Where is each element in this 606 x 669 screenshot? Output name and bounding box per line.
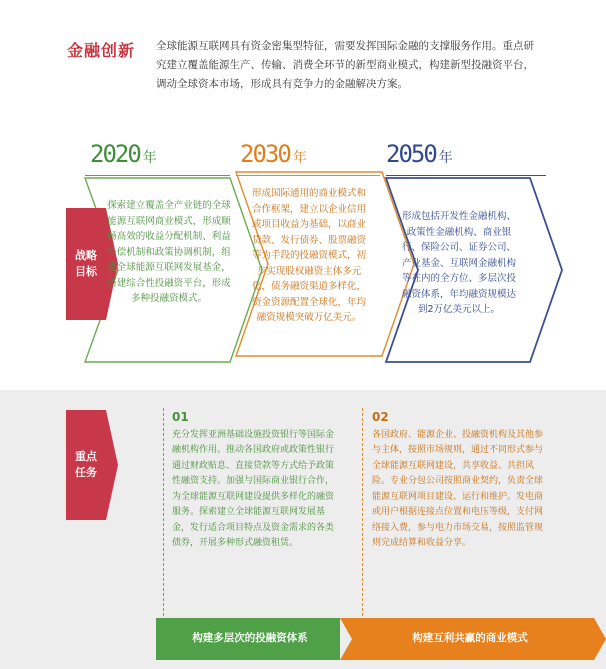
task-02 <box>372 410 544 552</box>
task-01 <box>172 410 342 552</box>
task-divider-01 <box>163 408 164 616</box>
goal-text-2020: 探索建立覆盖全产业链的全球能源互联网商业模式，形成顺畅高效的收益分配机制、利益补偿机制和政策协调机制，组建全球能源互联网发展基金，搭建综合性投融资平台，形成多种投融资模式。 <box>107 200 231 304</box>
year-number: 2050 <box>386 140 436 168</box>
task-label-text: 重点任务 <box>75 450 97 479</box>
year-unit: 年 <box>142 150 157 166</box>
task-divider-02 <box>362 408 363 616</box>
page-title: 金融创新 <box>67 41 136 60</box>
task-number: 02 <box>372 410 389 424</box>
task-label-arrow <box>106 410 118 520</box>
task-text: 各国政府、能源企业、投融资机构及其他参与主体，按照市场规则，通过不同形式参与全球能源互联网建设，共享收益、共担风险。专业分包公司按照商业契约，负责全球能源互联网项目建设、运行和维护。发电商或用户根据连接点位置和电压等级，支付网络接入费，参与电力市场交易，按照监管规则完成结算和收益分享。 <box>372 429 544 548</box>
year-unit: 年 <box>438 150 453 166</box>
task-label <box>66 410 106 520</box>
year-number: 2020 <box>90 140 140 168</box>
intro-paragraph: 全球能源互联网具有资金密集型特征，需要发挥国际金融的支撑服务作用。重点研究建立覆盖能源生产、传输、消费全环节的新型商业模式，构建新型投融资平台，调动全球资本市场，形成具有竞争力的金融解决方案。 <box>156 40 534 90</box>
task-number: 01 <box>172 410 189 424</box>
goal-label <box>66 208 106 320</box>
banner-investment-text: 构建多层次的投融资体系 <box>192 632 308 644</box>
banner-business-text: 构建互利共赢的商业模式 <box>412 632 528 644</box>
year-number: 2030 <box>240 140 290 168</box>
goal-text-2050: 形成包括开发性金融机构、政策性金融机构、商业银行、保险公司、证券公司、产业基金、互联网金融机构等在内的全方位、多层次投融资体系，年均融资规模达到2万亿美元以上。 <box>401 211 516 315</box>
goal-text-2030: 形成国际通用的商业模式和合作框架，建立以企业信用或项目收益为基础，以商业贷款、发行债券、股票融资等为手段的投融资模式，初步实现股权融资主体多元化，债务融资渠道多样化，资金资源配置全球化，年均融资规模突破万亿美元。 <box>251 188 366 323</box>
task-text: 充分发挥亚洲基础设施投资银行等国际金融机构作用。推动各国政府或政策性银行通过财政贴息、直接贷款等方式给予政策性融资支持。加强与国际商业银行合作，为全球能源互联网建设提供多样化的融资服务。探索建立全球能源互联网发展基金，发行适合项目特点及资金需求的各类债券，开展多种形式融资租赁。 <box>172 429 335 548</box>
goal-label-text: 战略目标 <box>75 249 97 278</box>
year-unit: 年 <box>292 150 307 166</box>
